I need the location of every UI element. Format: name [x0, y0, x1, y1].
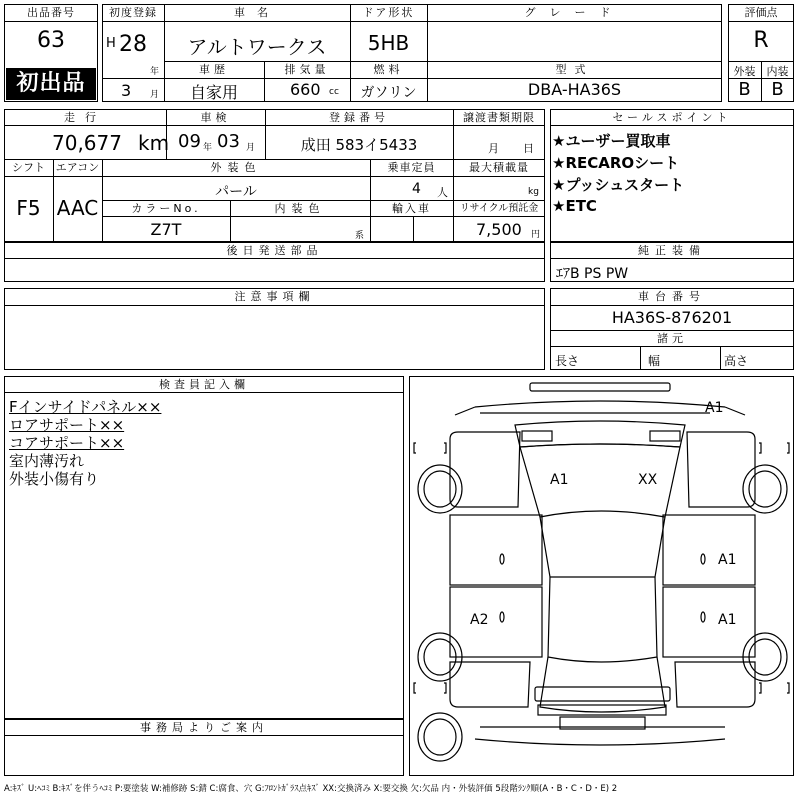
- lot-number: 63: [37, 28, 65, 53]
- reg-year: 28: [119, 32, 147, 57]
- grade-label: グレード: [524, 6, 625, 19]
- exterior-grade: B: [738, 79, 751, 100]
- color-no-label: カラーNo.: [131, 202, 201, 215]
- damage-mark: A1: [705, 400, 724, 416]
- recycle-fee: 7,500: [476, 220, 522, 239]
- width-label: 幅: [648, 354, 661, 368]
- load-unit: kg: [528, 187, 539, 197]
- displacement-unit: cc: [329, 87, 339, 97]
- chassis-number: HA36S-876201: [611, 308, 733, 327]
- recycle-unit: 円: [531, 230, 541, 240]
- office-label: 事務局よりご案内: [140, 721, 268, 734]
- transfer-day: 日: [523, 142, 534, 155]
- inspector-note: コアサポート××: [9, 434, 125, 452]
- door-label: ドア形状: [362, 6, 415, 19]
- capacity-unit: 人: [437, 186, 448, 199]
- displacement-label: 排気量: [284, 63, 330, 76]
- model-code: DBA-HA36S: [527, 80, 622, 99]
- shift: F5: [16, 196, 41, 220]
- model-label: 型式: [555, 63, 594, 76]
- damage-diagram: [409, 376, 794, 776]
- transfer-label: 譲渡書類期限: [463, 111, 535, 124]
- ac-label: エアコン: [55, 161, 100, 174]
- inspection-month: 03: [217, 131, 240, 152]
- mileage-label: 走行: [64, 111, 106, 124]
- inspector-note: ロアサポート××: [9, 416, 125, 434]
- history: 自家用: [189, 83, 238, 102]
- load-label: 最大積載量: [469, 161, 529, 174]
- exterior-grade-label: 外装: [733, 65, 756, 78]
- year-unit: 年: [150, 67, 160, 77]
- interior-grade-label: 内装: [766, 65, 789, 78]
- inspector-note: 外装小傷有り: [9, 470, 100, 488]
- transfer-month: 月: [488, 142, 499, 155]
- fuel: ガソリン: [360, 85, 417, 101]
- score-label: 評価点: [744, 6, 778, 19]
- history-label: 車歴: [199, 63, 229, 76]
- chassis-label: 車台番号: [638, 290, 706, 303]
- first-listing-badge: 初出品: [6, 68, 96, 100]
- score: R: [753, 28, 769, 53]
- damage-mark: A2: [470, 612, 489, 628]
- lot-number-label: 出品番号: [27, 6, 75, 19]
- displacement: 660: [290, 80, 321, 99]
- plate-label: 登録番号: [329, 111, 389, 124]
- sales-point: ★RECAROシート: [552, 154, 680, 172]
- mileage: 70,677: [52, 131, 122, 155]
- interior-color-label: 内装色: [274, 202, 326, 215]
- sales-points-label: セールスポイント: [612, 111, 732, 124]
- era: H: [106, 36, 116, 51]
- equipment-label: 純正装備: [638, 244, 706, 257]
- shift-label: シフト: [12, 161, 45, 174]
- interior-grade: B: [771, 79, 784, 100]
- inspector-note: 室内薄汚れ: [9, 452, 85, 470]
- height-label: 高さ: [724, 354, 749, 368]
- sales-point: ★プッシュスタート: [552, 176, 685, 194]
- car-name: アルトワークス: [187, 35, 327, 59]
- inspector-label: 検査員記入欄: [159, 378, 249, 391]
- sales-point: ★ユーザー買取車: [552, 132, 671, 150]
- mileage-unit: km: [138, 131, 170, 155]
- ac: AAC: [56, 196, 99, 220]
- length-label: 長さ: [555, 354, 580, 368]
- plate-number: 成田 583イ5433: [300, 136, 418, 154]
- later-parts-label: 後日発送部品: [226, 244, 323, 257]
- inspection-month-unit: 月: [246, 143, 256, 153]
- car-name-label: 車名: [234, 6, 280, 19]
- inspection-label: 車検: [200, 111, 231, 124]
- inspector-note: Fインサイドパネル××: [9, 398, 162, 416]
- interior-color-suffix: 系: [355, 231, 365, 241]
- fuel-label: 燃料: [373, 63, 404, 76]
- first-reg-label: 初度登録: [109, 6, 157, 19]
- recycle-label: リサイクル預託金: [459, 203, 539, 214]
- damage-mark: XX: [638, 472, 658, 488]
- legend: A:ｷｽﾞ U:ﾍｺﾐ B:ｷｽﾞを伴うﾍｺﾐ P:要塗装 W:補修跡 S:錆 C:腐食、穴 G:ﾌﾛﾝﾄｶﾞﾗｽ点ｷｽﾞ XX:交換済み X:要交換 欠:欠品 内・外装評価 5段階ﾗﾝｸ順(A・B・C・D・E) 2: [4, 784, 618, 794]
- capacity-label: 乗車定員: [387, 161, 436, 174]
- damage-mark: A1: [550, 472, 569, 488]
- dims-label: 諸元: [657, 332, 687, 345]
- door-type: 5HB: [367, 31, 410, 55]
- sales-point: ★ETC: [552, 197, 597, 215]
- caution-label: 注意事項欄: [234, 290, 315, 303]
- inspection-year-unit: 年: [203, 143, 213, 153]
- equipment: ｴｱB PS PW: [556, 266, 629, 282]
- capacity: 4: [412, 181, 421, 197]
- exterior-color-label: 外装色: [210, 161, 262, 174]
- exterior-color: パール: [215, 184, 257, 200]
- import-label: 輸入車: [392, 202, 431, 215]
- damage-mark: A1: [718, 552, 737, 568]
- color-no: Z7T: [150, 220, 182, 239]
- inspection-year: 09: [178, 131, 201, 152]
- reg-month: 3: [121, 81, 132, 100]
- month-unit: 月: [150, 90, 160, 100]
- damage-mark: A1: [718, 612, 737, 628]
